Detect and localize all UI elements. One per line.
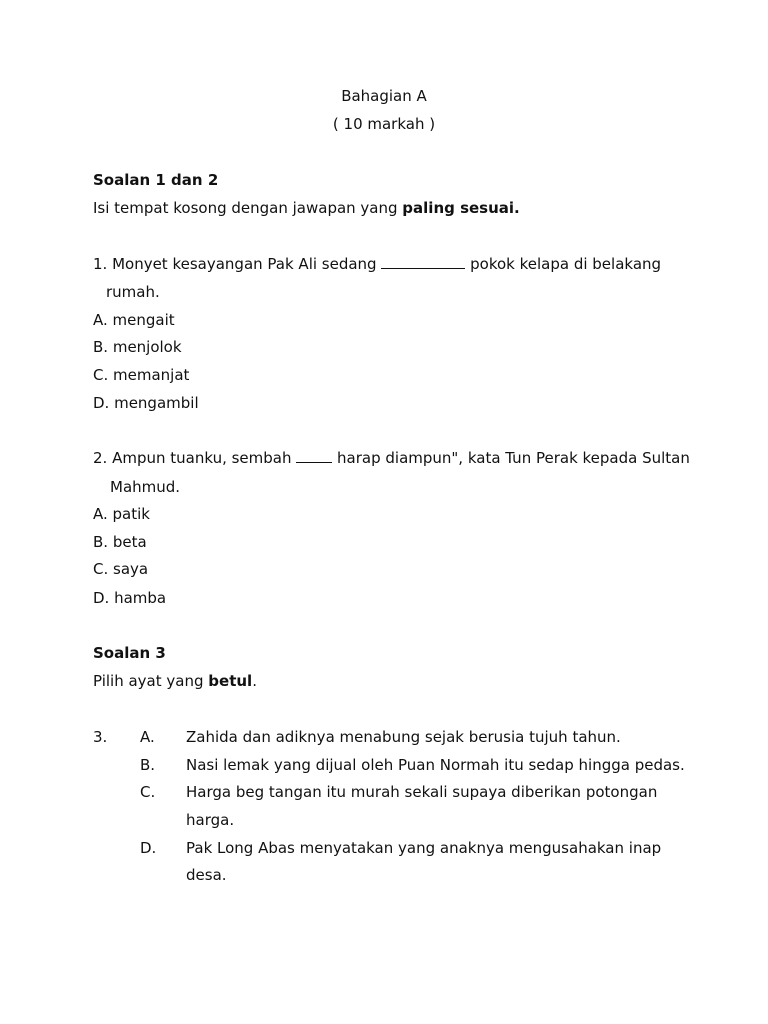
q3-option-d-text-cont: desa. bbox=[186, 866, 227, 884]
q3-option-d-text: Pak Long Abas menyatakan yang anaknya mengusahakan inap bbox=[186, 839, 662, 857]
section-title: Bahagian A bbox=[341, 87, 427, 105]
q1-stem: 1. Monyet kesayangan Pak Ali sedang pokok kelapa di belakang bbox=[93, 255, 662, 273]
section1-instruction: Isi tempat kosong dengan jawapan yang paling sesuai. bbox=[93, 199, 520, 217]
q3-option-b-text: Nasi lemak yang dijual oleh Puan Normah itu sedap hingga pedas. bbox=[186, 756, 685, 774]
q3-option-c-text-cont: harga. bbox=[186, 811, 235, 829]
section2-instruction: Pilih ayat yang betul. bbox=[93, 672, 257, 690]
q1-option-b: B. menjolok bbox=[93, 338, 182, 356]
q1-option-c: C. memanjat bbox=[93, 366, 190, 384]
q3-number: 3. bbox=[93, 728, 108, 746]
q3-option-a-text: Zahida dan adiknya menabung sejak berusia tujuh tahun. bbox=[186, 728, 621, 746]
q2-option-a: A. patik bbox=[93, 505, 150, 523]
section1-heading: Soalan 1 dan 2 bbox=[93, 171, 219, 189]
q1-blank bbox=[381, 254, 465, 269]
q1-option-d: D. mengambil bbox=[93, 394, 199, 412]
q2-stem: 2. Ampun tuanku, sembah harap diampun", kata Tun Perak kepada Sultan bbox=[93, 449, 690, 467]
q3-option-c-letter: C. bbox=[140, 783, 156, 801]
q2-option-b: B. beta bbox=[93, 533, 147, 551]
q2-option-c: C. saya bbox=[93, 560, 149, 578]
q3-option-d-letter: D. bbox=[140, 839, 157, 857]
q3-option-b-letter: B. bbox=[140, 756, 156, 774]
q3-option-c-text: Harga beg tangan itu murah sekali supaya diberikan potongan bbox=[186, 783, 658, 801]
section2-heading: Soalan 3 bbox=[93, 644, 166, 662]
q2-stem-cont: Mahmud. bbox=[110, 478, 181, 496]
q1-stem-cont: rumah. bbox=[106, 283, 160, 301]
section-marks: ( 10 markah ) bbox=[332, 115, 436, 133]
q2-option-d: D. hamba bbox=[93, 589, 167, 607]
q1-option-a: A. mengait bbox=[93, 311, 175, 329]
q2-blank bbox=[296, 448, 332, 463]
q3-option-a-letter: A. bbox=[140, 728, 155, 746]
